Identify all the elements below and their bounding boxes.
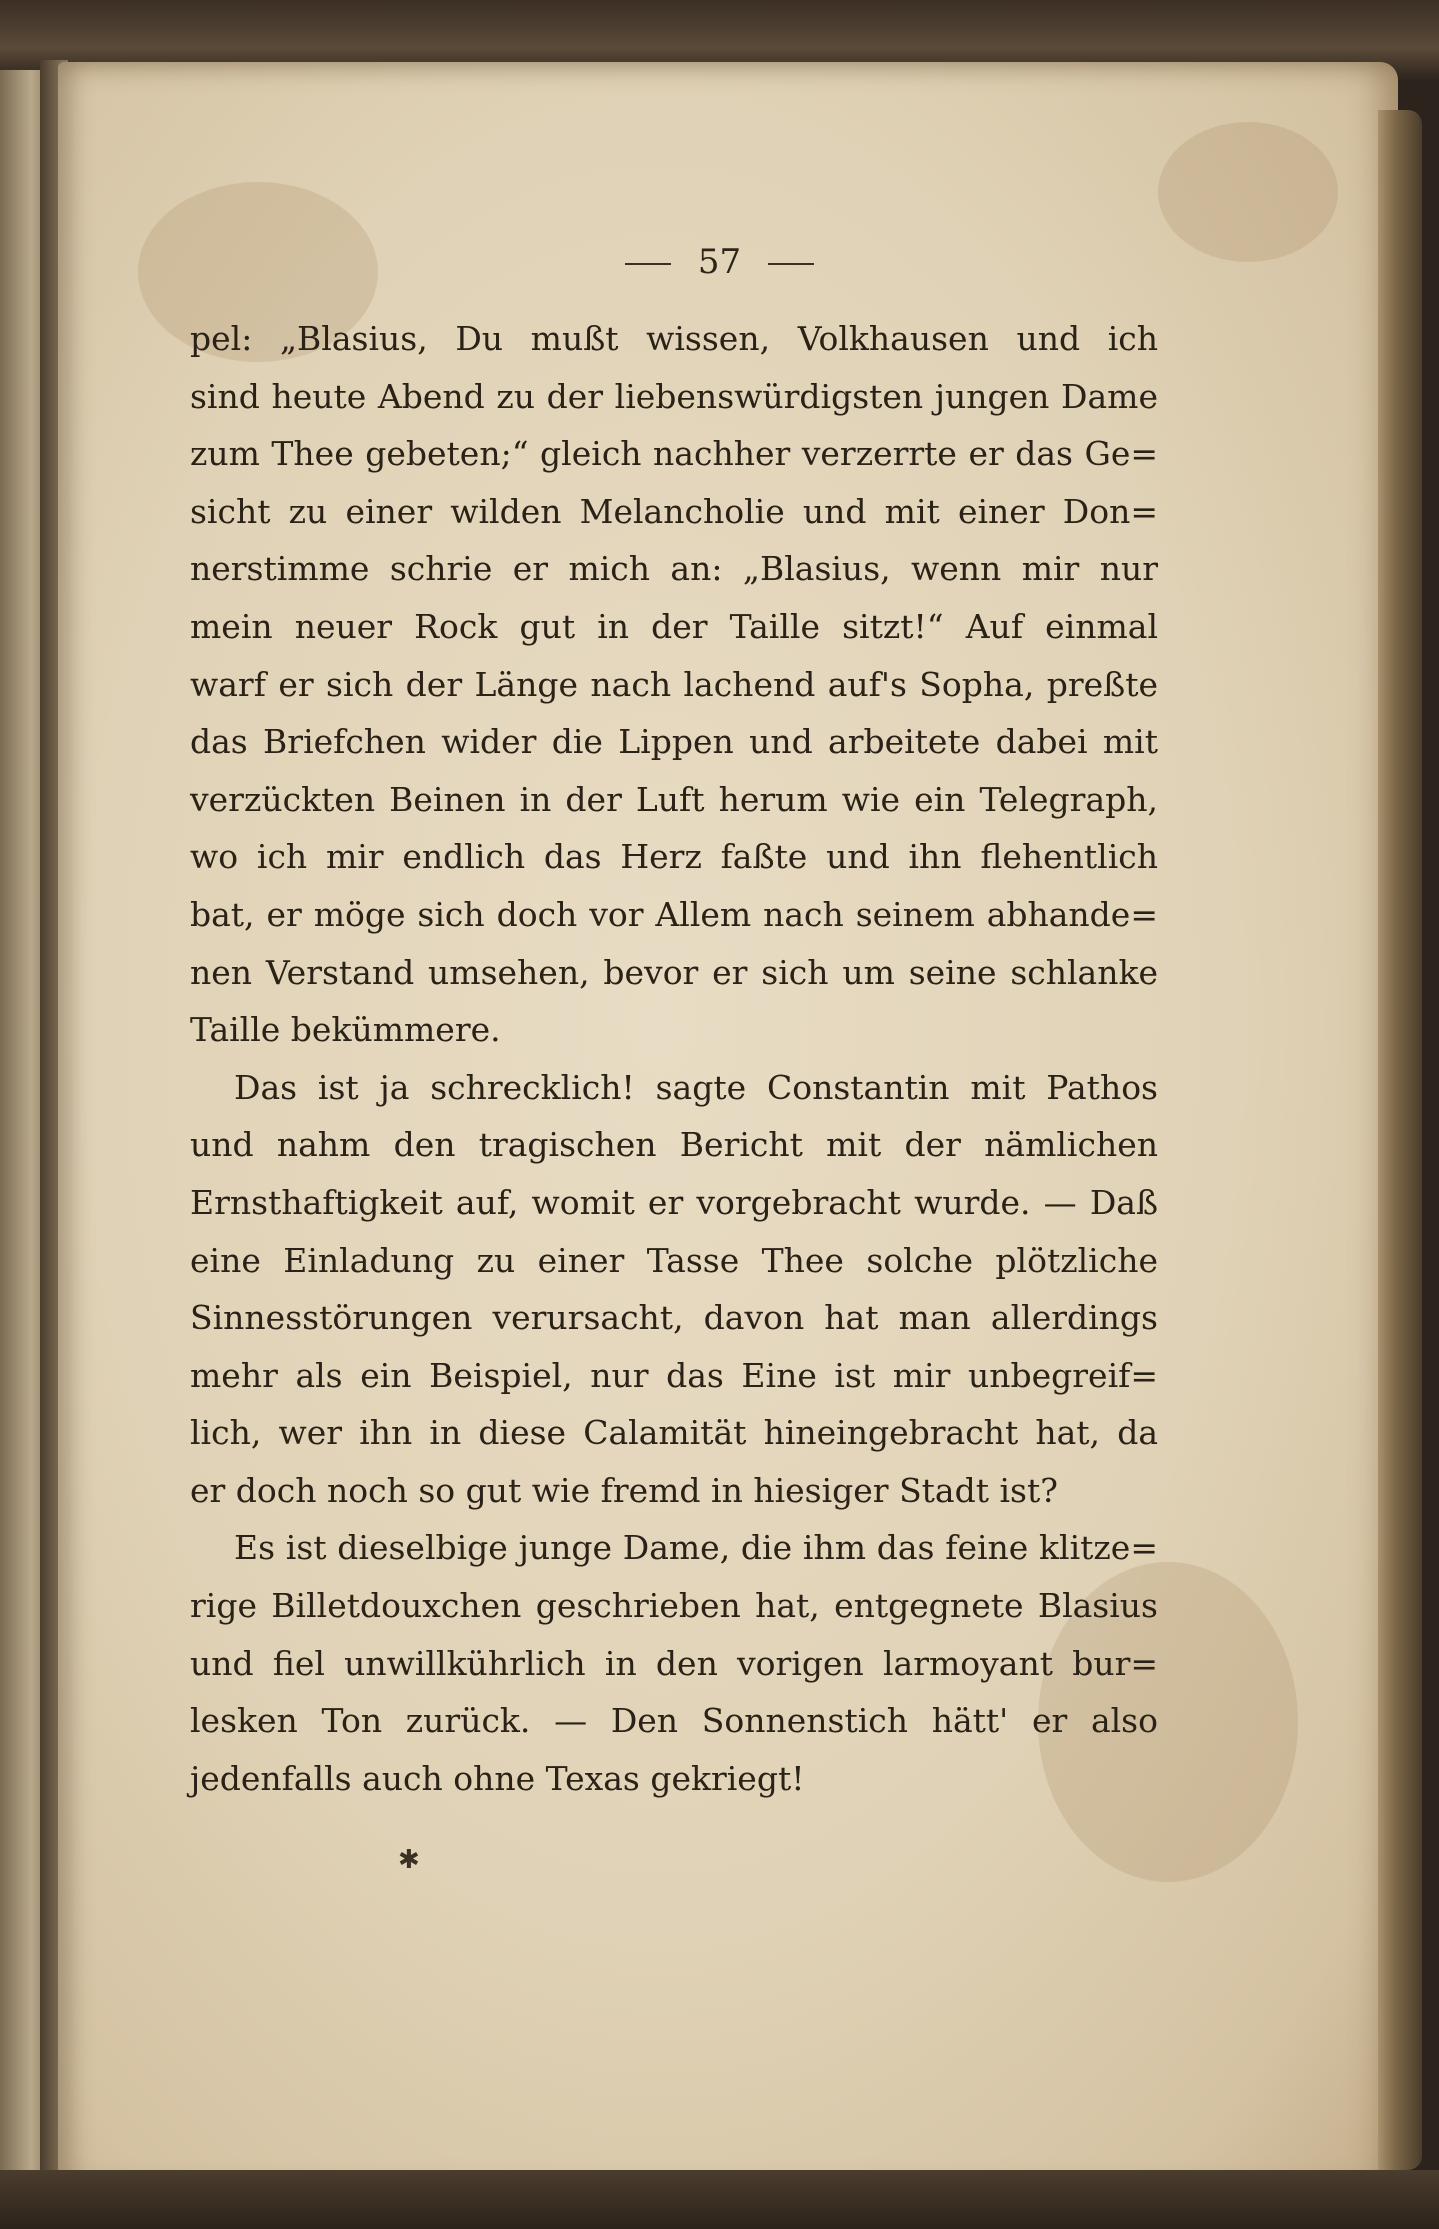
page-header [0,242,1439,282]
header-rule-left [625,263,671,265]
text-line: pel: „Blasius, Du mußt wissen, Volkhausen und ich [190,319,1158,358]
text-line: rige Billetdouxchen geschrieben hat, entgegnete Blasius [190,1586,1158,1626]
text-line: warf er sich der Länge nach lachend auf's Sopha, preßte [190,664,1158,704]
text-line: und fiel unwillkührlich in den vorigen larmoyant bur= [190,1643,1158,1683]
text-line: nen Verstand umsehen, bevor er sich um seine schlanke [190,952,1158,992]
text-line: nerstimme schrie er mich an: „Blasius, wenn mir nur [190,549,1158,589]
text-line: Sinnesstörungen verursacht, davon hat man allerdings [190,1298,1158,1338]
text-line: lesken Ton zurück. — Den Sonnenstich hätt' er also [190,1701,1158,1741]
text-line: zum Thee gebeten;“ gleich nachher verzerrte er das Ge= [190,434,1158,474]
text-line: Das ist ja schrecklich! sagte Constantin mit Pathos [234,1067,1158,1107]
text-line: eine Einladung zu einer Tasse Thee solche plötzliche [190,1240,1158,1280]
text-line: Taille bekümmere. [190,1010,501,1050]
text-line: sicht zu einer wilden Melancholie und mit einer Don= [190,491,1158,531]
text-line: bat, er möge sich doch vor Allem nach seinem abhande= [190,894,1158,934]
text-line: er doch noch so gut wie fremd in hiesiger Stadt ist? [190,1470,1058,1510]
page-number: 57 [697,242,742,282]
text-line: das Briefchen wider die Lippen und arbeitete dabei mit [190,722,1158,762]
ornament-mark: ✱ [398,1845,420,1875]
text-line: Es ist dieselbige junge Dame, die ihm das feine klitze= [234,1528,1158,1568]
page-fore-edge [1378,110,1422,2170]
text-line: und nahm den tragischen Bericht mit der nämlichen [190,1125,1158,1165]
paper-stain [1158,122,1338,262]
book-cover-bottom [0,2170,1439,2229]
text-line: wo ich mir endlich das Herz faßte und ihn flehentlich [190,837,1158,877]
header-rule-right [768,263,814,265]
text-line: jedenfalls auch ohne Texas gekriegt! [190,1758,805,1798]
text-line: Ernsthaftigkeit auf, womit er vorgebracht wurde. — Daß [190,1182,1158,1222]
text-line: verzückten Beinen in der Luft herum wie ein Telegraph, [190,779,1158,819]
text-line: mein neuer Rock gut in der Taille sitzt!“ Auf einmal [190,606,1158,646]
text-line: lich, wer ihn in diese Calamität hineingebracht hat, da [190,1413,1158,1453]
text-line: sind heute Abend zu der liebenswürdigsten jungen Dame [190,376,1158,416]
text-line: mehr als ein Beispiel, nur das Eine ist mir unbegreif= [190,1355,1158,1395]
body-text [190,310,1158,1807]
